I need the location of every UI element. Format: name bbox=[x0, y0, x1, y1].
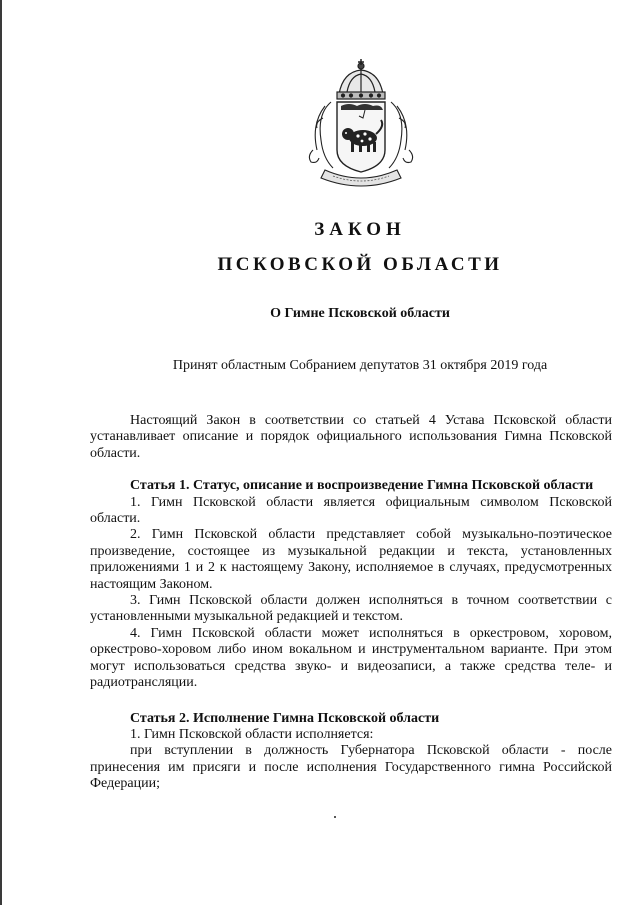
adoption-statement: Принят областным Собранием депутатов 31 октября 2019 года bbox=[172, 358, 548, 373]
document-title: ЗАКОН bbox=[314, 219, 406, 240]
article-2-heading: Статья 2. Исполнение Гимна Псковской области bbox=[130, 710, 440, 726]
scan-speck bbox=[334, 816, 336, 818]
scan-edge-line bbox=[0, 0, 2, 905]
law-name: О Гимне Псковской области bbox=[270, 306, 450, 321]
article-2-paragraph-2: при вступлении в должность Губернатора Псковской области - после принесения им присяги и после исполнения Государственного гимна Российской Федерации; bbox=[90, 743, 612, 792]
article-1-paragraph-4: 4. Гимн Псковской области может исполняться в оркестровом, хоровом, оркестрово-хоровом либо ином вокальном и инструментальном варианте. При этом могут использоваться средства звуко- и видеозаписи, а также средства теле- и радиотрансляции. bbox=[90, 625, 612, 691]
article-1-heading: Статья 1. Статус, описание и воспроизведение Гимна Псковской области bbox=[130, 478, 594, 494]
article-2-paragraph-1: 1. Гимн Псковской области исполняется: bbox=[130, 726, 374, 742]
coat-of-arms-icon bbox=[303, 58, 419, 190]
preamble-paragraph: Настоящий Закон в соответствии со статьей 4 Устава Псковской области устанавливает описание и порядок официального использования Гимна Псковской области. bbox=[90, 413, 612, 461]
article-1-paragraph-2: 2. Гимн Псковской области представляет собой музыкально-поэтическое произведение, состоящее из музыкальной редакции и текста, установленных приложениями 1 и 2 к настоящему Закону, исполняемое в случаях, предусмотренных настоящим Законом. bbox=[90, 527, 612, 592]
document-body bbox=[90, 413, 612, 793]
article-1-paragraph-3: 3. Гимн Псковской области должен исполняться в точном соответствии с установленными музыкальной редакцией и текстом. bbox=[90, 593, 612, 625]
document-region: ПСКОВСКОЙ ОБЛАСТИ bbox=[217, 254, 503, 275]
article-1-paragraph-1: 1. Гимн Псковской области является официальным символом Псковской области. bbox=[90, 494, 612, 527]
